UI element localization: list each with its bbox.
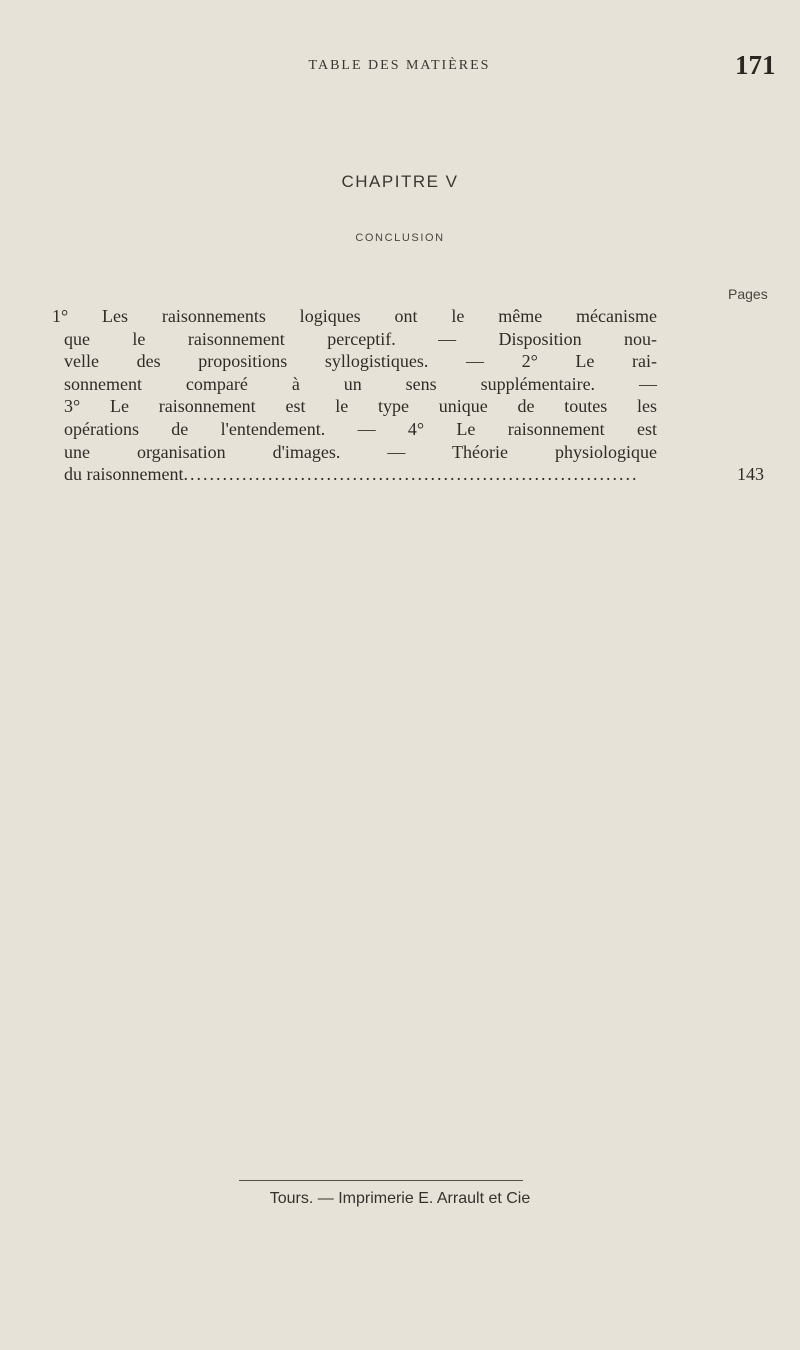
toc-entry-line: sonnement comparé à un sens supplémentaire. — xyxy=(64,373,657,394)
toc-entry-line: 1° Les raisonnements logiques ont le même mécanisme xyxy=(52,306,657,326)
toc-entry-page: 143 xyxy=(737,464,764,484)
toc-entry xyxy=(52,305,657,486)
chapter-title: CHAPITRE V xyxy=(341,172,459,191)
toc-entry-last-line xyxy=(52,463,657,486)
pages-column-label: Pages xyxy=(728,286,768,302)
running-head: TABLE DES MATIÈRES xyxy=(308,58,491,73)
section-title: CONCLUSION xyxy=(355,232,445,244)
toc-entry-line: 3° Le raisonnement est le type unique de toutes les xyxy=(64,396,657,417)
toc-entry-line: du raisonnement xyxy=(64,464,184,485)
toc-entry-line: velle des propositions syllogistiques. — 2° Le rai- xyxy=(64,351,657,372)
page-number: 171 xyxy=(735,50,776,80)
toc-entry-line: que le raisonnement perceptif. — Disposition nou- xyxy=(64,328,657,349)
footer-rule xyxy=(239,1180,523,1181)
toc-entry-line: opérations de l'entendement. — 4° Le raisonnement est xyxy=(64,418,657,439)
leader-dots: ...................................................................... xyxy=(183,464,639,485)
printer-imprint: Tours. — Imprimerie E. Arrault et Cie xyxy=(269,1190,531,1207)
toc-entry-line: une organisation d'images. — Théorie physiologique xyxy=(64,441,657,462)
